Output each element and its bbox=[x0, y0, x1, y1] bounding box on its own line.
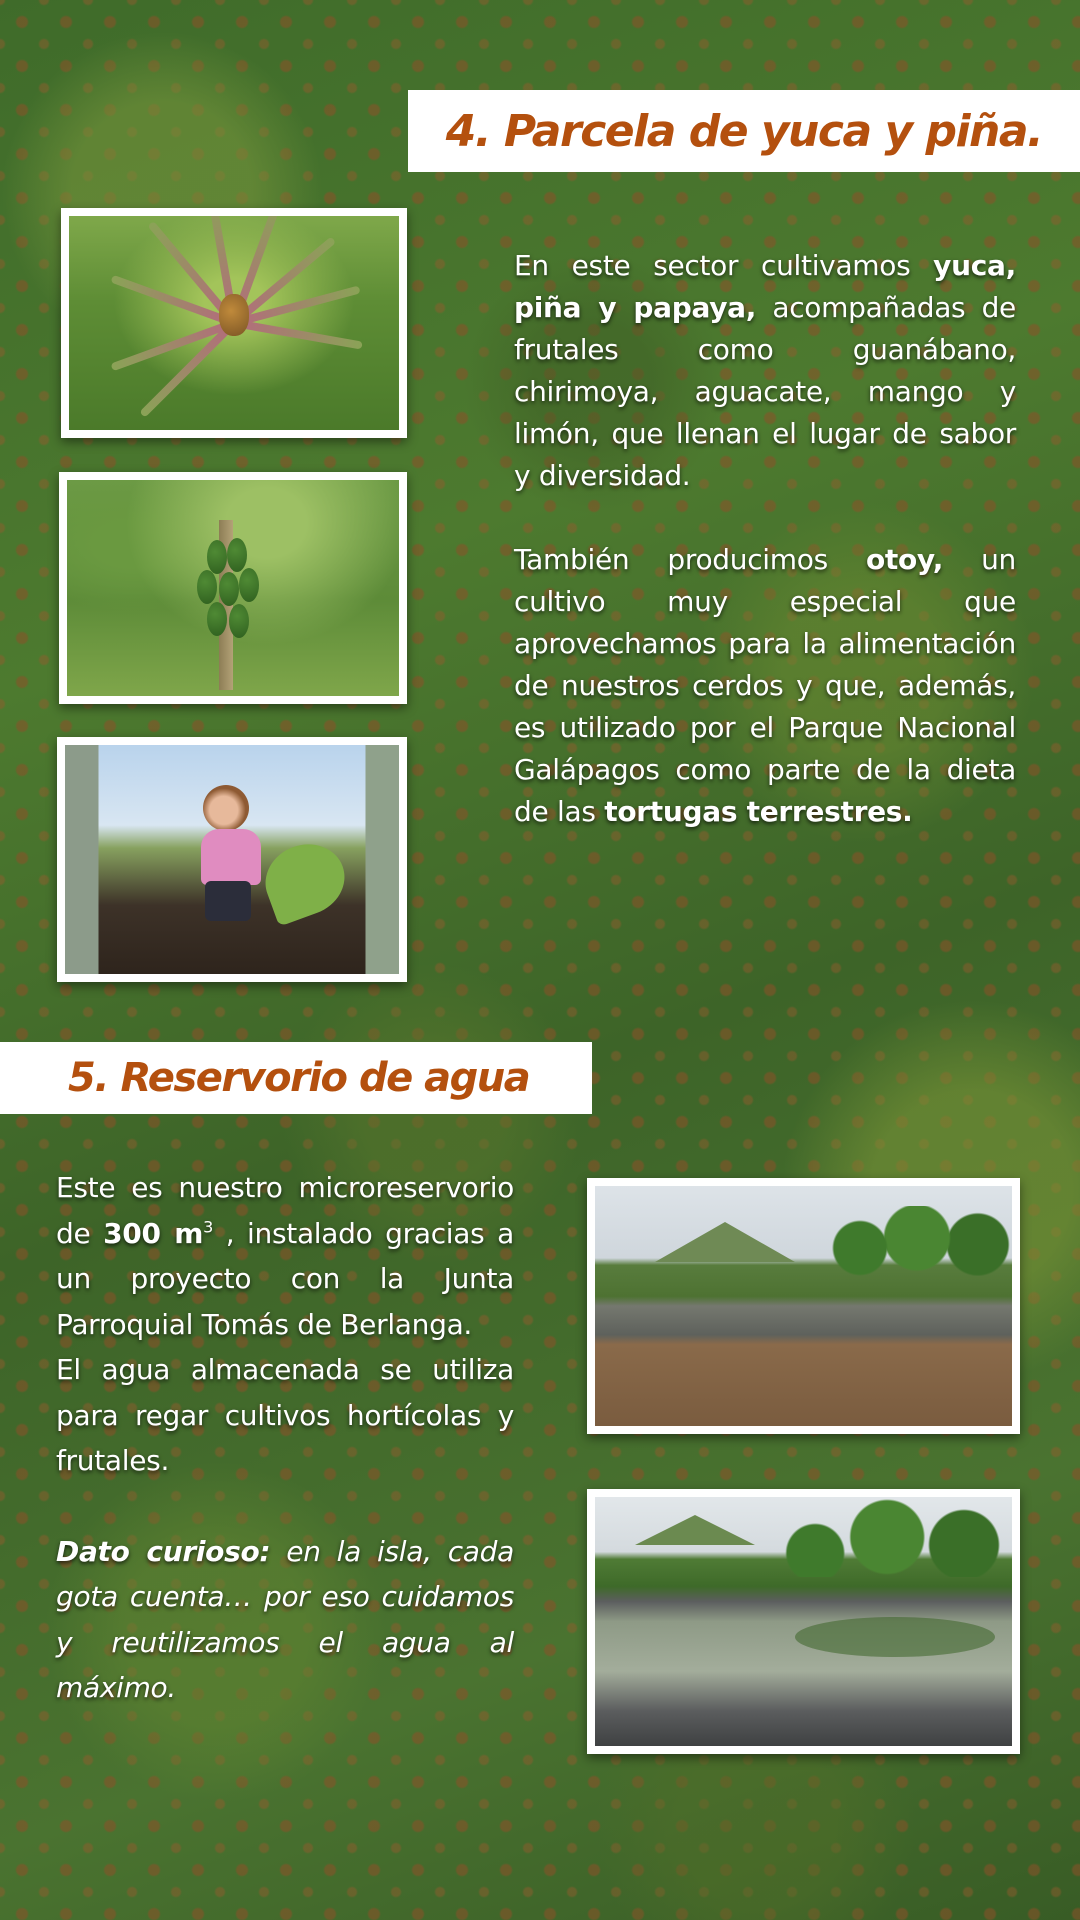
section-5-paragraph-1 bbox=[56, 1165, 514, 1484]
bold-span: Dato curioso: bbox=[56, 1534, 271, 1568]
text-span: en la isla, cada gota cuenta… por eso cuidamos y reutilizamos el agua al máximo. bbox=[56, 1534, 514, 1704]
bold-span: tortugas terrestres. bbox=[604, 795, 913, 828]
text-span: Este es nuestro microreservorio de bbox=[56, 1171, 514, 1250]
child-in-field-image bbox=[65, 745, 399, 974]
section-4-title: 4. Parcela de yuca y piña. bbox=[445, 105, 1043, 157]
text-span: El agua almacenada se utiliza para regar cultivos hortícolas y frutales. bbox=[56, 1353, 514, 1477]
text-span: También producimos bbox=[514, 543, 866, 576]
section-4-paragraph-1 bbox=[514, 245, 1016, 497]
section-4-text bbox=[514, 245, 1016, 833]
bold-span: yuca, piña y papaya, bbox=[514, 249, 1016, 324]
section-5-title-bar bbox=[0, 1042, 592, 1114]
section-5-title: 5. Reservorio de agua bbox=[68, 1055, 530, 1101]
reservoir-construction-image bbox=[595, 1186, 1012, 1426]
superscript: 3 bbox=[203, 1217, 214, 1237]
bold-span: 300 m bbox=[103, 1216, 204, 1250]
section-5-text bbox=[56, 1165, 514, 1756]
text-span: En este sector cultivamos bbox=[514, 249, 934, 282]
text-span: acompañadas de frutales como guanábano, chirimoya, aguacate, mango y limón, que llenan el lugar de sabor y diversidad. bbox=[514, 291, 1016, 492]
pineapple-plant-image bbox=[69, 216, 399, 430]
section-5-paragraph-2 bbox=[56, 1529, 514, 1711]
papaya-tree-image bbox=[67, 480, 399, 696]
text-span: un cultivo muy especial que aprovechamos para la alimentación de nuestros cerdos y que, además, es utilizado por el Parque Nacional Galápagos como parte de la dieta de las bbox=[514, 543, 1016, 828]
bold-span: otoy, bbox=[865, 543, 944, 576]
reservoir-water-image bbox=[595, 1497, 1012, 1746]
section-4-title-bar bbox=[408, 90, 1080, 172]
pineapple-photo bbox=[61, 208, 407, 438]
text-span: , instalado gracias a un proyecto con la Junta Parroquial Tomás de Berlanga. bbox=[56, 1216, 514, 1341]
child-planting-photo bbox=[57, 737, 407, 982]
reservoir-photo-2 bbox=[587, 1489, 1020, 1754]
papaya-photo bbox=[59, 472, 407, 704]
section-4-paragraph-2 bbox=[514, 539, 1016, 833]
reservoir-photo-1 bbox=[587, 1178, 1020, 1434]
